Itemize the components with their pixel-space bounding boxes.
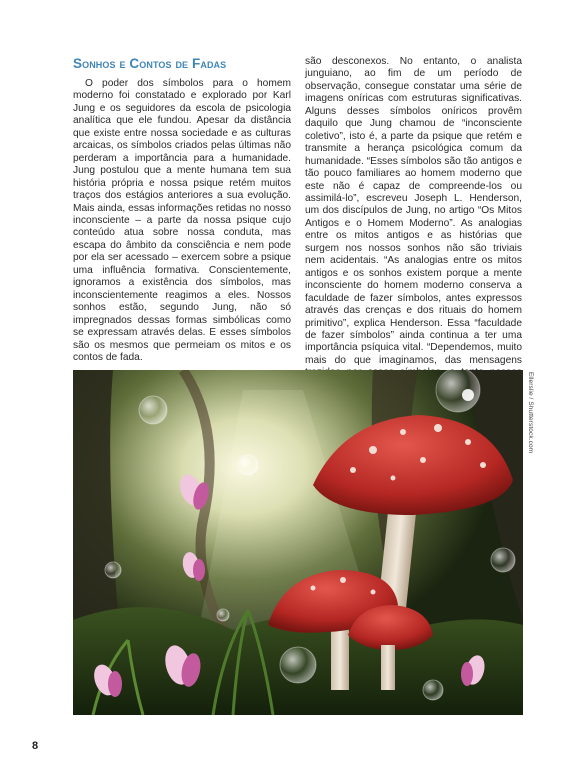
right-column	[305, 56, 522, 405]
small-mushroom-stem	[381, 645, 395, 690]
left-column	[73, 56, 291, 389]
photo-credit: Ellerslie / Shutterstock.com	[527, 372, 534, 454]
mushroom-forest-image	[73, 370, 523, 715]
body-paragraph: O poder dos símbolos para o homem moderno foi constatado e explorado por Karl Jung e os seguidores da escola de psicologia analítica que ele fundou. Apesar da distância que existe entre nossa sociedade e as culturas arcaicas, os símbolos criados pelas últimas não perderam a importância para a humanidade. Jung postulou que a mente humana tem sua história própria e nossa psique retém muitos traços dos estágios anteriores a sua evolução. Mais ainda, essas informações retidas no nosso inconsciente – a parte da nossa psique cujo conteúdo atua sobre nossa conduta, mas escapa do âmbito da consciência e nem pode por ela ser acessado – exercem sobre a psique uma influência formativa. Conscientemente, ignoramos a existência dos símbolos, mas inconscientemente reagimos a eles. Nossos sonhos estão, segundo Jung, não só impregnados dessas formas simbólicas como se expressam através delas. E esses símbolos são os mesmos que permeiam os mitos e os contos de fada.	[73, 78, 291, 363]
article-title: Sonhos e Contos de Fadas	[73, 56, 227, 71]
page-number: 8	[32, 740, 39, 752]
fairy-forest-illustration	[73, 370, 523, 715]
sparkle	[462, 389, 474, 401]
body-paragraph: são desconexos. No entanto, o analista junguiano, ao fim de um período de observação, consegue constatar uma série de imagens oníricas com estruturas significativas. Alguns desses símbolos oníricos provêm daquilo que Jung chamou de “inconsciente coletivo”, isto é, a parte da psique que retém e transmite a herança psicológica comum da humanidade. “Esses símbolos são tão antigos e tão pouco familiares ao homem moderno que este não é capaz de compreende-los ou assimilá-lo”, escreveu Joseph L. Henderson, um dos discípulos de Jung, no artigo “Os Mitos Antigos e o Homem Moderno”. As analogias entre os mitos antigos e as histórias que surgem nos nossos sonhos não são triviais nem acidentais. “As analogias entre os mitos antigos e os sonhos existem porque a mente inconsciente do homem moderno conserva a faculdade de fazer símbolos, antes expressos através das crenças e dos rituais do homem primitivo”, explica Henderson. Essa “faculdade de fazer símbolos” ainda continua a ter uma importância psíquica vital. “Dependemos, muito mais do que imaginamos, das mensagens	[305, 56, 522, 366]
